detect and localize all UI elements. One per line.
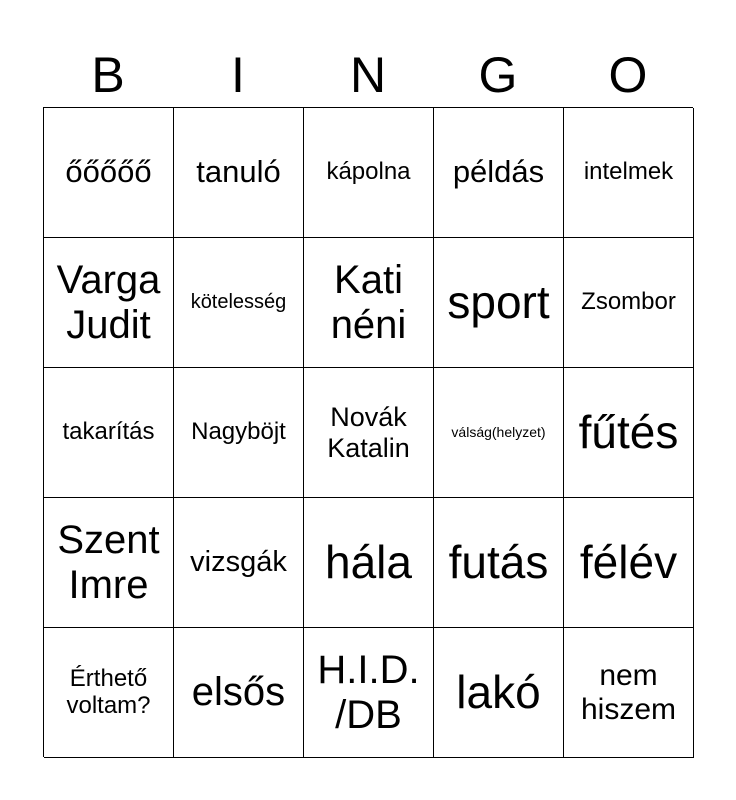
bingo-cell-r1c5[interactable]	[564, 108, 694, 238]
cell-text: kötelesség	[190, 291, 287, 314]
header-letter-i: I	[231, 47, 245, 103]
cell-text: takarítás	[62, 418, 155, 446]
bingo-cell-r3c2[interactable]	[174, 368, 304, 498]
cell-text: őőőőő	[65, 154, 152, 190]
cell-text: Érthető voltam?	[66, 664, 151, 719]
header-letter-n: N	[349, 47, 387, 103]
bingo-cell-r2c5[interactable]	[564, 238, 694, 368]
cell-text: Szent Imre	[57, 517, 160, 607]
bingo-cell-r4c5[interactable]	[564, 498, 694, 628]
bingo-cell-r5c5[interactable]	[564, 628, 694, 758]
bingo-cell-r1c3[interactable]	[304, 108, 434, 238]
cell-text: Nagyböjt	[191, 418, 286, 446]
cell-text: válság(helyzet)	[451, 423, 546, 440]
cell-text: sport	[447, 275, 550, 328]
cell-text: intelmek	[583, 158, 674, 186]
bingo-cell-r4c3[interactable]	[304, 498, 434, 628]
bingo-cell-r5c1[interactable]	[44, 628, 174, 758]
bingo-cell-r3c4[interactable]	[434, 368, 564, 498]
cell-text: tanuló	[196, 154, 281, 190]
bingo-cell-r3c1[interactable]	[44, 368, 174, 498]
bingo-cell-r2c4[interactable]	[434, 238, 564, 368]
cell-text: Zsombor	[581, 288, 676, 316]
bingo-cell-r4c2[interactable]	[174, 498, 304, 628]
bingo-cell-r1c1[interactable]	[44, 108, 174, 238]
bingo-cell-r2c1[interactable]	[44, 238, 174, 368]
bingo-cell-r5c3[interactable]	[304, 628, 434, 758]
cell-text: félév	[579, 535, 678, 588]
header-letter-b: B	[91, 47, 125, 103]
bingo-cell-r4c4[interactable]	[434, 498, 564, 628]
bingo-cell-r5c4[interactable]	[434, 628, 564, 758]
cell-text: elsős	[191, 670, 286, 715]
bingo-cell-r3c3[interactable]	[304, 368, 434, 498]
bingo-cell-r4c1[interactable]	[44, 498, 174, 628]
cell-text: példás	[452, 154, 545, 190]
bingo-grid	[43, 107, 693, 757]
cell-text: vizsgák	[190, 546, 287, 579]
cell-text: nem hiszem	[580, 658, 677, 726]
cell-text: fűtés	[578, 405, 679, 458]
bingo-cell-r2c2[interactable]	[174, 238, 304, 368]
cell-text: hála	[325, 535, 412, 588]
cell-text: lakó	[456, 665, 541, 718]
bingo-cell-r2c3[interactable]	[304, 238, 434, 368]
cell-text: futás	[448, 535, 549, 588]
bingo-cell-r1c4[interactable]	[434, 108, 564, 238]
header-letter-g: G	[478, 47, 518, 103]
header-letter-o: O	[608, 47, 648, 103]
cell-text: kápolna	[326, 158, 411, 186]
bingo-cell-r5c2[interactable]	[174, 628, 304, 758]
bingo-cell-r1c2[interactable]	[174, 108, 304, 238]
bingo-header	[43, 40, 693, 110]
cell-text: H.I.D. /DB	[317, 647, 420, 737]
cell-text: Kati néni	[330, 257, 407, 347]
cell-text: Varga Judit	[56, 257, 161, 347]
cell-text: Novák Katalin	[327, 402, 410, 463]
bingo-cell-r3c5[interactable]	[564, 368, 694, 498]
